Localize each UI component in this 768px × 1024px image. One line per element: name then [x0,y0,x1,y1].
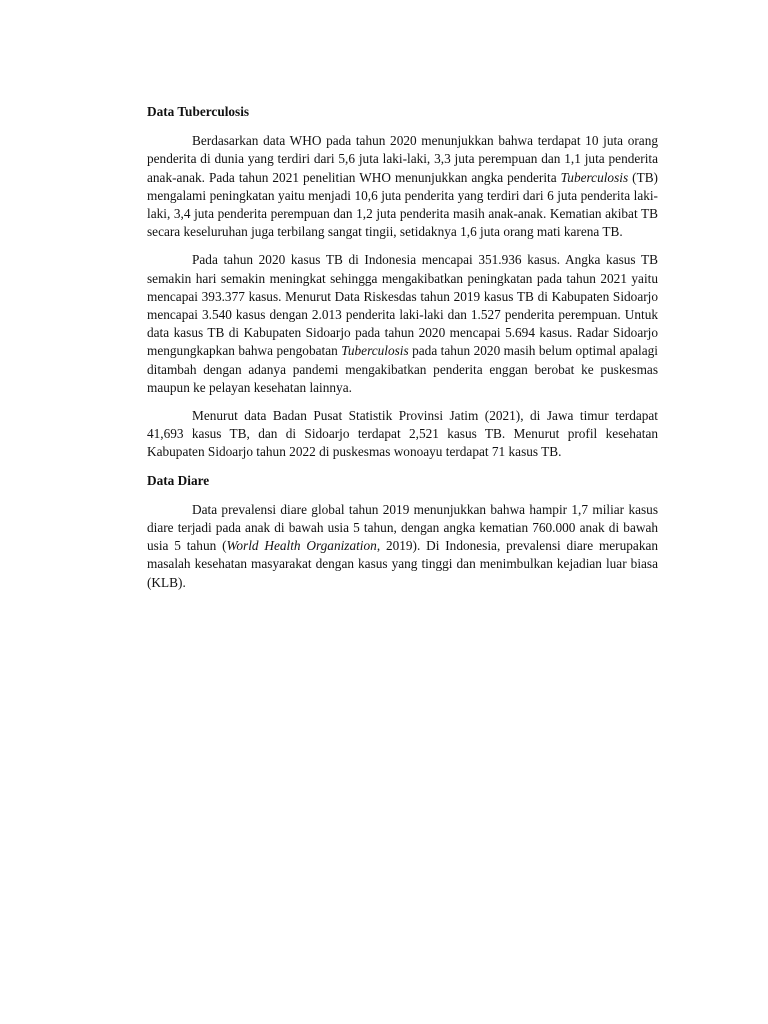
text-run: pada tahun 2020 masih belum optimal apalagi ditambah dengan adanya pandemi mengakibatkan penderita enggan berobat ke puskesmas maupun ke pelayan kesehatan lainnya. [147,343,658,395]
section-heading-tuberculosis: Data Tuberculosis [147,104,250,119]
text-run: (TB) mengalami peningkatan yaitu menjadi 10,6 juta penderita yang terdiri dari 6 juta penderita laki-laki, 3,4 juta penderita perempuan dan 1,2 juta penderita masih anak-anak. Kematian akibat TB secara keseluruhan juga terbilang sangat tingii, setidaknya 1,6 juta orang mati karena TB. [147,169,658,240]
paragraph [147,132,658,241]
text-run: Pada tahun 2020 kasus TB di Indonesia mencapai 351.936 kasus. Angka kasus TB semakin hari semakin meningkat sehingga mengakibatkan peningkatan pada tahun 2021 yaitu mencapai 393.377 kasus. Menurut Data Riskesdas tahun 2019 kasus TB di Kabupaten Sidoarjo mencapai 3.540 kasus dengan 2.013 penderita laki-laki dan 1.527 penderita perempuan. Untuk data kasus TB di Kabupaten Sidoarjo pada tahun 2020 mencapai 5.694 kasus. Radar Sidoarjo mengungkapkan bahwa pengobatan [147,252,658,359]
section-heading-diare: Data Diare [147,472,210,488]
paragraph [147,407,658,462]
document-page [147,103,658,592]
text-run: , 2019). Di Indonesia, prevalensi diare merupakan masalah kesehatan masyarakat dengan kasus yang tinggi dan menimbulkan kejadian luar biasa (KLB). [147,538,659,590]
text-run: Berdasarkan data WHO pada tahun 2020 menunjukkan bahwa terdapat 10 juta orang penderita di dunia yang terdiri dari 5,6 juta laki-laki, 3,3 juta perempuan dan 1,1 juta penderita anak-anak. Pada tahun 2021 penelitian WHO menunjukkan angka penderita [147,133,658,185]
paragraph [147,251,658,397]
italic-term: World Health Organization [226,538,377,554]
text-run: Menurut data Badan Pusat Statistik Provinsi Jatim (2021), di Jawa timur terdapat 41,693 kasus TB, dan di Sidoarjo terdapat 2,521 kasus TB. Menurut profil kesehatan Kabupaten Sidoarjo tahun 2022 di puskesmas wonoayu terdapat 71 kasus TB. [147,408,658,460]
paragraph [147,501,658,592]
italic-term: Tuberculosis [560,169,629,185]
text-run: Data prevalensi diare global tahun 2019 menunjukkan bahwa hampir 1,7 miliar kasus diare terjadi pada anak di bawah usia 5 tahun, dengan angka kematian 760.000 anak di bawah usia 5 tahun ( [147,501,658,554]
italic-term: Tuberculosis [341,343,409,359]
